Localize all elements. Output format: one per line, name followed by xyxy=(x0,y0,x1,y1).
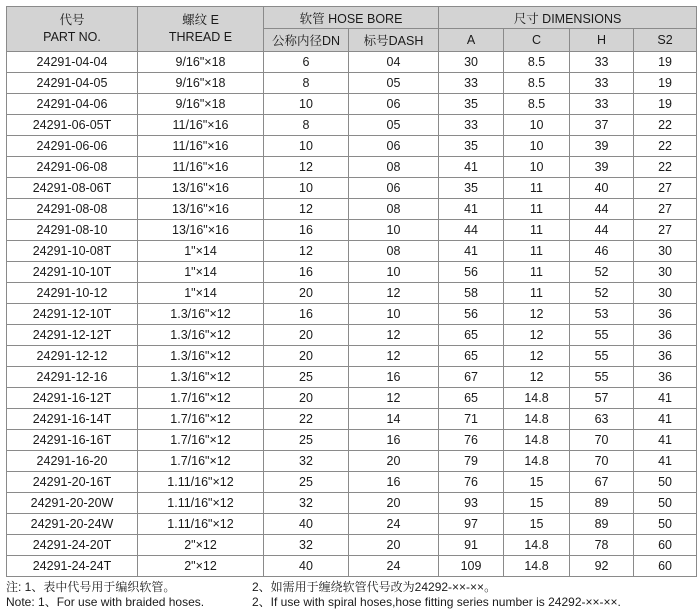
table-row xyxy=(7,157,697,178)
dim-c-cell: 12 xyxy=(504,367,570,388)
note-en-2: 2、If use with spiral hoses,hose fitting series number is 24292-××-××. xyxy=(252,595,621,609)
dim-h-cell: 89 xyxy=(570,514,634,535)
thread-cell: 13/16"×16 xyxy=(138,178,264,199)
part-no-cell: 24291-12-12 xyxy=(7,346,138,367)
dim-c-cell: 12 xyxy=(504,304,570,325)
table-row xyxy=(7,535,697,556)
dim-a-cell: 33 xyxy=(439,73,504,94)
thread-cell: 13/16"×16 xyxy=(138,220,264,241)
dn-cell: 25 xyxy=(264,472,349,493)
dim-c-cell: 10 xyxy=(504,136,570,157)
dim-c-cell: 12 xyxy=(504,325,570,346)
dn-cell: 20 xyxy=(264,283,349,304)
dim-h-cell: 44 xyxy=(570,199,634,220)
dn-cell: 8 xyxy=(264,115,349,136)
table-row xyxy=(7,430,697,451)
dim-h-cell: 33 xyxy=(570,52,634,73)
hose-bore-header: 软管 HOSE BORE xyxy=(264,7,439,29)
part-no-cell: 24291-08-06T xyxy=(7,178,138,199)
dim-s2-cell: 60 xyxy=(634,556,697,577)
dim-h-header: H xyxy=(570,29,634,52)
dim-s2-cell: 19 xyxy=(634,52,697,73)
thread-cell: 1"×14 xyxy=(138,241,264,262)
part-no-cell: 24291-06-06 xyxy=(7,136,138,157)
dash-cell: 06 xyxy=(349,94,439,115)
dash-cell: 10 xyxy=(349,262,439,283)
part-no-cell: 24291-06-05T xyxy=(7,115,138,136)
dimensions-header: 尺寸 DIMENSIONS xyxy=(439,7,697,29)
dim-s2-cell: 41 xyxy=(634,451,697,472)
dash-cell: 10 xyxy=(349,304,439,325)
dim-a-cell: 67 xyxy=(439,367,504,388)
dn-cell: 10 xyxy=(264,178,349,199)
part-no-cell: 24291-04-06 xyxy=(7,94,138,115)
dn-cell: 10 xyxy=(264,94,349,115)
dn-cell: 40 xyxy=(264,514,349,535)
dim-c-cell: 14.8 xyxy=(504,430,570,451)
dim-a-cell: 41 xyxy=(439,241,504,262)
part-no-cell: 24291-04-04 xyxy=(7,52,138,73)
table-row xyxy=(7,388,697,409)
dim-a-cell: 35 xyxy=(439,94,504,115)
dn-cell: 32 xyxy=(264,451,349,472)
dash-cell: 08 xyxy=(349,199,439,220)
dim-s2-cell: 50 xyxy=(634,472,697,493)
dim-s2-cell: 36 xyxy=(634,325,697,346)
dn-cell: 16 xyxy=(264,262,349,283)
dim-c-cell: 14.8 xyxy=(504,451,570,472)
dim-h-cell: 46 xyxy=(570,241,634,262)
table-body xyxy=(7,52,697,577)
dim-h-cell: 67 xyxy=(570,472,634,493)
dim-h-cell: 52 xyxy=(570,262,634,283)
thread-cell: 1.11/16"×12 xyxy=(138,493,264,514)
thread-cell: 1.3/16"×12 xyxy=(138,325,264,346)
dim-s2-cell: 36 xyxy=(634,346,697,367)
dim-a-cell: 56 xyxy=(439,262,504,283)
dim-a-cell: 33 xyxy=(439,115,504,136)
dash-cell: 04 xyxy=(349,52,439,73)
dn-cell: 12 xyxy=(264,157,349,178)
dn-cell: 32 xyxy=(264,535,349,556)
table-row xyxy=(7,493,697,514)
thread-header-cn: 螺纹 E xyxy=(182,13,219,27)
dn-cell: 12 xyxy=(264,241,349,262)
dn-cell: 10 xyxy=(264,136,349,157)
dim-h-cell: 92 xyxy=(570,556,634,577)
part-no-cell: 24291-24-20T xyxy=(7,535,138,556)
dim-s2-cell: 41 xyxy=(634,409,697,430)
dim-c-cell: 15 xyxy=(504,493,570,514)
part-no-cell: 24291-08-10 xyxy=(7,220,138,241)
dn-cell: 8 xyxy=(264,73,349,94)
dim-s2-cell: 41 xyxy=(634,388,697,409)
dash-cell: 14 xyxy=(349,409,439,430)
part-no-cell: 24291-24-24T xyxy=(7,556,138,577)
table-row xyxy=(7,346,697,367)
thread-cell: 9/16"×18 xyxy=(138,52,264,73)
dn-cell: 6 xyxy=(264,52,349,73)
dim-c-cell: 14.8 xyxy=(504,535,570,556)
dim-c-cell: 15 xyxy=(504,472,570,493)
dim-a-cell: 91 xyxy=(439,535,504,556)
part-no-cell: 24291-12-10T xyxy=(7,304,138,325)
dn-cell: 16 xyxy=(264,304,349,325)
dim-c-cell: 11 xyxy=(504,199,570,220)
dim-s2-cell: 19 xyxy=(634,73,697,94)
dim-a-cell: 71 xyxy=(439,409,504,430)
table-row xyxy=(7,73,697,94)
dn-cell: 32 xyxy=(264,493,349,514)
dim-a-cell: 44 xyxy=(439,220,504,241)
dim-c-cell: 8.5 xyxy=(504,73,570,94)
dim-a-cell: 41 xyxy=(439,157,504,178)
dim-c-cell: 15 xyxy=(504,514,570,535)
dim-c-cell: 11 xyxy=(504,178,570,199)
dn-cell: 22 xyxy=(264,409,349,430)
dn-cell: 20 xyxy=(264,346,349,367)
notes xyxy=(6,580,696,610)
dim-h-cell: 39 xyxy=(570,157,634,178)
table-row xyxy=(7,220,697,241)
thread-cell: 2"×12 xyxy=(138,556,264,577)
dn-cell: 12 xyxy=(264,199,349,220)
dim-c-cell: 10 xyxy=(504,157,570,178)
part-no-cell: 24291-16-20 xyxy=(7,451,138,472)
dn-cell: 25 xyxy=(264,430,349,451)
part-no-cell: 24291-20-24W xyxy=(7,514,138,535)
part-no-cell: 24291-16-16T xyxy=(7,430,138,451)
part-no-header-en: PART NO. xyxy=(43,30,101,44)
dash-cell: 06 xyxy=(349,136,439,157)
dim-s2-cell: 27 xyxy=(634,178,697,199)
dn-header: 公称内径DN xyxy=(264,29,349,52)
table-row xyxy=(7,52,697,73)
dim-c-cell: 12 xyxy=(504,346,570,367)
table-row xyxy=(7,199,697,220)
dim-a-cell: 79 xyxy=(439,451,504,472)
notes-cn-row xyxy=(6,580,696,595)
dim-a-cell: 41 xyxy=(439,199,504,220)
dim-s2-cell: 60 xyxy=(634,535,697,556)
dn-cell: 20 xyxy=(264,388,349,409)
thread-cell: 2"×12 xyxy=(138,535,264,556)
part-no-cell: 24291-20-16T xyxy=(7,472,138,493)
dim-a-cell: 65 xyxy=(439,388,504,409)
dim-a-cell: 76 xyxy=(439,430,504,451)
table-row xyxy=(7,115,697,136)
thread-cell: 11/16"×16 xyxy=(138,115,264,136)
dim-s2-cell: 50 xyxy=(634,493,697,514)
dim-s2-cell: 27 xyxy=(634,199,697,220)
dim-c-cell: 14.8 xyxy=(504,556,570,577)
dash-cell: 08 xyxy=(349,157,439,178)
part-no-cell: 24291-12-12T xyxy=(7,325,138,346)
dash-cell: 12 xyxy=(349,346,439,367)
thread-cell: 11/16"×16 xyxy=(138,136,264,157)
dash-cell: 16 xyxy=(349,472,439,493)
part-no-cell: 24291-08-08 xyxy=(7,199,138,220)
dn-cell: 20 xyxy=(264,325,349,346)
dim-s2-cell: 30 xyxy=(634,241,697,262)
note-cn-2: 2、如需用于缠绕软管代号改为24292-××-××。 xyxy=(252,580,497,594)
dim-h-cell: 55 xyxy=(570,346,634,367)
thread-cell: 1.7/16"×12 xyxy=(138,430,264,451)
dim-a-cell: 65 xyxy=(439,346,504,367)
thread-cell: 11/16"×16 xyxy=(138,157,264,178)
dash-cell: 20 xyxy=(349,451,439,472)
part-no-header xyxy=(7,7,138,52)
dim-s2-cell: 22 xyxy=(634,136,697,157)
table-row xyxy=(7,325,697,346)
dash-header: 标号DASH xyxy=(349,29,439,52)
dim-c-cell: 14.8 xyxy=(504,409,570,430)
part-no-cell: 24291-06-08 xyxy=(7,157,138,178)
table-header xyxy=(7,7,697,52)
table-row xyxy=(7,304,697,325)
part-no-cell: 24291-10-10T xyxy=(7,262,138,283)
dim-h-cell: 70 xyxy=(570,430,634,451)
dash-cell: 16 xyxy=(349,367,439,388)
dim-a-cell: 58 xyxy=(439,283,504,304)
part-no-cell: 24291-16-12T xyxy=(7,388,138,409)
dim-a-cell: 97 xyxy=(439,514,504,535)
table-row xyxy=(7,283,697,304)
table-row xyxy=(7,178,697,199)
dim-s2-cell: 36 xyxy=(634,367,697,388)
dash-cell: 05 xyxy=(349,73,439,94)
dim-h-cell: 40 xyxy=(570,178,634,199)
dim-h-cell: 55 xyxy=(570,325,634,346)
dim-s2-cell: 41 xyxy=(634,430,697,451)
thread-cell: 1"×14 xyxy=(138,262,264,283)
dim-s2-cell: 22 xyxy=(634,115,697,136)
thread-header xyxy=(138,7,264,52)
note-en-1: Note: 1、For use with braided hoses. xyxy=(6,595,205,609)
dim-s2-cell: 27 xyxy=(634,220,697,241)
thread-cell: 1.11/16"×12 xyxy=(138,514,264,535)
dash-cell: 05 xyxy=(349,115,439,136)
dim-c-header: C xyxy=(504,29,570,52)
dim-a-cell: 109 xyxy=(439,556,504,577)
dash-cell: 12 xyxy=(349,325,439,346)
dim-h-cell: 70 xyxy=(570,451,634,472)
dash-cell: 24 xyxy=(349,556,439,577)
thread-cell: 1.3/16"×12 xyxy=(138,346,264,367)
table-row xyxy=(7,514,697,535)
table-row xyxy=(7,136,697,157)
dim-a-cell: 93 xyxy=(439,493,504,514)
part-no-cell: 24291-10-12 xyxy=(7,283,138,304)
thread-cell: 9/16"×18 xyxy=(138,73,264,94)
dash-cell: 12 xyxy=(349,388,439,409)
thread-cell: 1.7/16"×12 xyxy=(138,451,264,472)
dim-s2-cell: 30 xyxy=(634,262,697,283)
dim-h-cell: 57 xyxy=(570,388,634,409)
dim-s2-cell: 30 xyxy=(634,283,697,304)
table-row xyxy=(7,556,697,577)
dn-cell: 40 xyxy=(264,556,349,577)
part-no-cell: 24291-20-20W xyxy=(7,493,138,514)
dim-a-cell: 35 xyxy=(439,178,504,199)
dim-h-cell: 44 xyxy=(570,220,634,241)
notes-en-row xyxy=(6,595,696,610)
dim-c-cell: 8.5 xyxy=(504,94,570,115)
dim-a-cell: 76 xyxy=(439,472,504,493)
dn-cell: 25 xyxy=(264,367,349,388)
dash-cell: 10 xyxy=(349,220,439,241)
dim-h-cell: 33 xyxy=(570,94,634,115)
dim-a-cell: 30 xyxy=(439,52,504,73)
dim-s2-cell: 50 xyxy=(634,514,697,535)
table-row xyxy=(7,367,697,388)
dim-c-cell: 14.8 xyxy=(504,388,570,409)
thread-cell: 9/16"×18 xyxy=(138,94,264,115)
dim-a-cell: 56 xyxy=(439,304,504,325)
dim-h-cell: 39 xyxy=(570,136,634,157)
dash-cell: 06 xyxy=(349,178,439,199)
spec-sheet xyxy=(6,6,696,610)
table-row xyxy=(7,409,697,430)
dim-a-cell: 65 xyxy=(439,325,504,346)
dim-h-cell: 33 xyxy=(570,73,634,94)
dim-h-cell: 63 xyxy=(570,409,634,430)
dim-c-cell: 11 xyxy=(504,283,570,304)
part-no-cell: 24291-10-08T xyxy=(7,241,138,262)
dash-cell: 24 xyxy=(349,514,439,535)
dim-c-cell: 8.5 xyxy=(504,52,570,73)
table-row xyxy=(7,241,697,262)
table-row xyxy=(7,472,697,493)
dash-cell: 12 xyxy=(349,283,439,304)
dash-cell: 20 xyxy=(349,493,439,514)
dim-h-cell: 89 xyxy=(570,493,634,514)
dim-s2-cell: 19 xyxy=(634,94,697,115)
dim-h-cell: 52 xyxy=(570,283,634,304)
part-no-cell: 24291-12-16 xyxy=(7,367,138,388)
table-row xyxy=(7,94,697,115)
fitting-spec-table xyxy=(6,6,697,577)
dim-h-cell: 53 xyxy=(570,304,634,325)
dim-h-cell: 78 xyxy=(570,535,634,556)
dim-s2-cell: 22 xyxy=(634,157,697,178)
part-no-cell: 24291-16-14T xyxy=(7,409,138,430)
dash-cell: 08 xyxy=(349,241,439,262)
part-no-header-cn: 代号 xyxy=(59,13,85,27)
dash-cell: 20 xyxy=(349,535,439,556)
dim-a-cell: 35 xyxy=(439,136,504,157)
dim-s2-cell: 36 xyxy=(634,304,697,325)
dim-c-cell: 11 xyxy=(504,220,570,241)
thread-cell: 1.11/16"×12 xyxy=(138,472,264,493)
note-cn-1: 注: 1、表中代号用于编织软管。 xyxy=(6,580,176,594)
thread-cell: 13/16"×16 xyxy=(138,199,264,220)
dim-c-cell: 11 xyxy=(504,241,570,262)
thread-cell: 1.3/16"×12 xyxy=(138,367,264,388)
thread-header-en: THREAD E xyxy=(168,30,233,44)
dim-c-cell: 11 xyxy=(504,262,570,283)
thread-cell: 1"×14 xyxy=(138,283,264,304)
dash-cell: 16 xyxy=(349,430,439,451)
thread-cell: 1.7/16"×12 xyxy=(138,409,264,430)
thread-cell: 1.3/16"×12 xyxy=(138,304,264,325)
dn-cell: 16 xyxy=(264,220,349,241)
dim-h-cell: 55 xyxy=(570,367,634,388)
dim-a-header: A xyxy=(439,29,504,52)
dim-h-cell: 37 xyxy=(570,115,634,136)
part-no-cell: 24291-04-05 xyxy=(7,73,138,94)
thread-cell: 1.7/16"×12 xyxy=(138,388,264,409)
table-row xyxy=(7,262,697,283)
dim-c-cell: 10 xyxy=(504,115,570,136)
dim-s2-header: S2 xyxy=(634,29,697,52)
table-row xyxy=(7,451,697,472)
